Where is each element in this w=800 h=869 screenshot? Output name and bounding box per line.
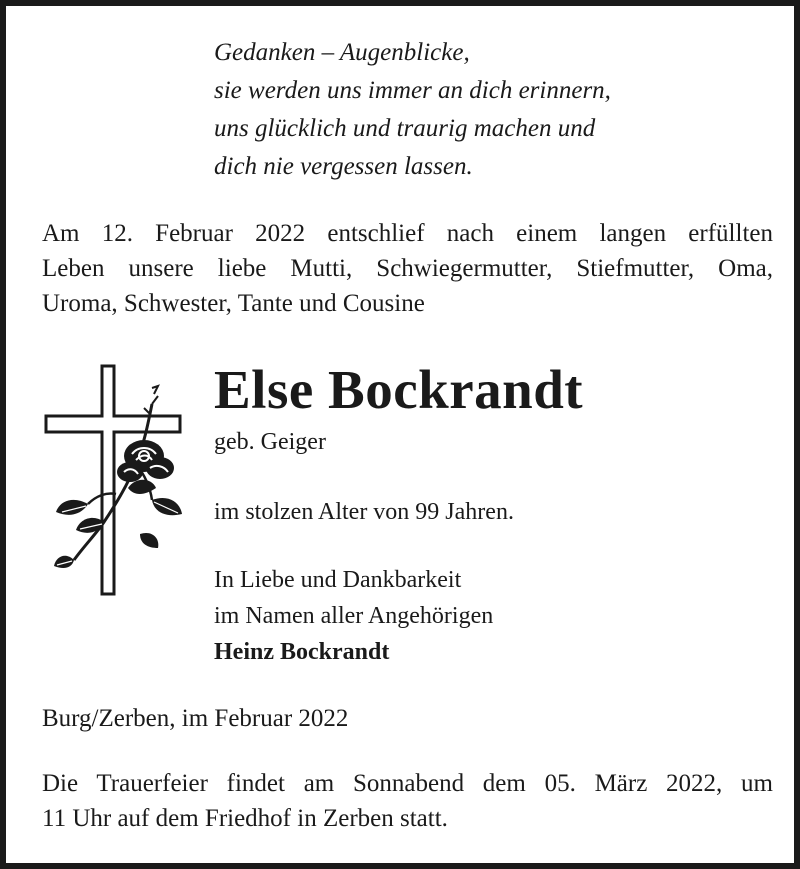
announcement-line: Am 12. Februar 2022 entschlief nach einem langen erfüllten xyxy=(42,220,773,247)
announcement-line: Uroma, Schwester, Tante und Cousine xyxy=(42,290,425,317)
poem-line: Gedanken – Augenblicke, xyxy=(214,39,470,66)
funeral-line: 11 Uhr auf dem Friedhof in Zerben statt. xyxy=(42,805,448,832)
maiden-name: geb. Geiger xyxy=(214,429,326,455)
place-date: Burg/Zerben, im Februar 2022 xyxy=(42,705,349,732)
closing-line: In Liebe und Dankbarkeit xyxy=(214,567,462,593)
announcement-text xyxy=(42,216,773,321)
deceased-name: Else Bockrandt xyxy=(214,359,584,420)
poem-line: uns glücklich und traurig machen und xyxy=(214,115,596,142)
cross-with-rose-icon xyxy=(40,364,190,599)
funeral-notice xyxy=(42,766,773,836)
signer-name: Heinz Bockrandt xyxy=(214,639,390,665)
closing-block xyxy=(214,562,493,670)
closing-line: im Namen aller Angehörigen xyxy=(214,603,494,629)
announcement-line: Leben unsere liebe Mutti, Schwiegermutter, Stiefmutter, Oma, xyxy=(42,255,773,282)
poem-line: dich nie vergessen lassen. xyxy=(214,153,473,180)
age-text: im stolzen Alter von 99 Jahren. xyxy=(214,499,514,525)
funeral-line: Die Trauerfeier findet am Sonnabend dem 05. März 2022, um xyxy=(42,770,773,797)
poem-line: sie werden uns immer an dich erinnern, xyxy=(214,77,611,104)
poem xyxy=(214,34,611,186)
